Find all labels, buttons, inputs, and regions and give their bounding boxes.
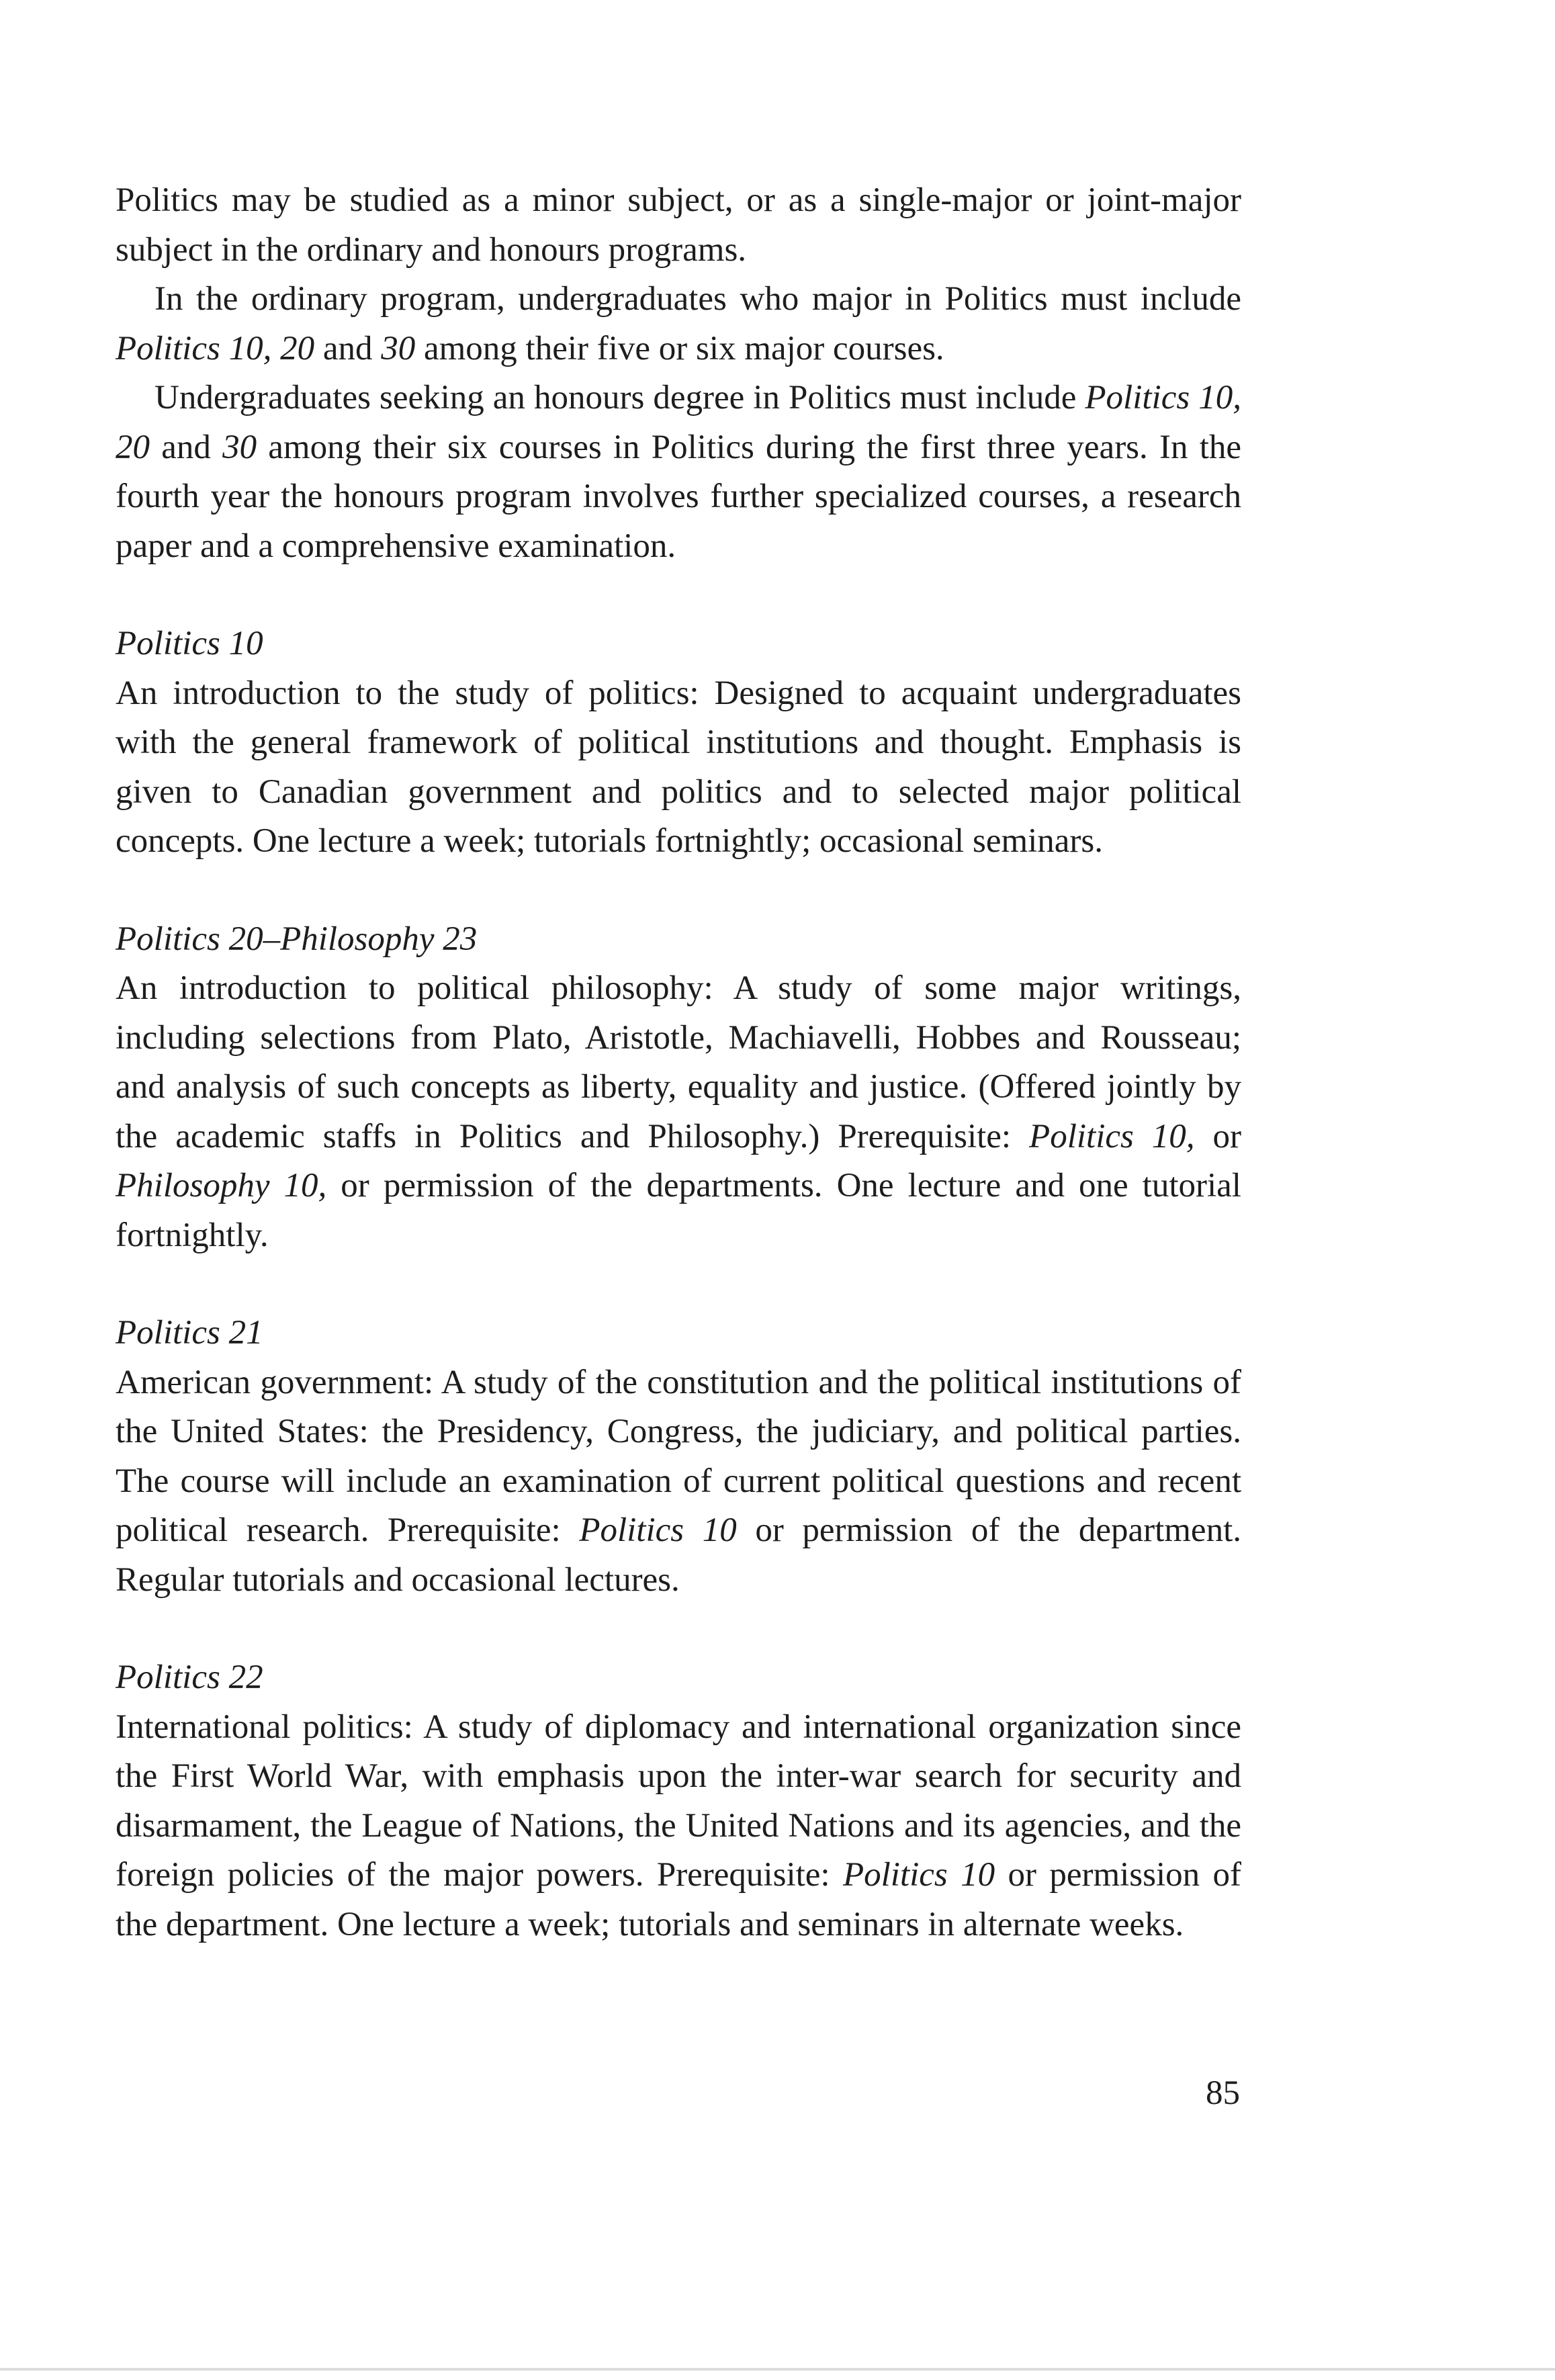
course-politics-10 — [116, 619, 1241, 867]
course-description-after: or permission of the department. Regular tutorials and occasional lectures. — [116, 1511, 1241, 1599]
course-prerequisite-philosophy: Philosophy 10, — [116, 1167, 327, 1204]
course-title: Politics 22 — [116, 1659, 263, 1696]
course-description-before: International politics: A study of diplomacy and international organization since the First World War, with emphasis upon the inter-war search for security and disarmament, the League of Nations, the United Nations and its agencies, and the foreign policies of the major powers. Prerequisite: — [116, 1708, 1241, 1894]
course-title: Politics 21 — [116, 1314, 263, 1352]
course-description-after: or permission of the departments. One lecture and one tutorial fortnightly. — [116, 1167, 1241, 1254]
intro-paragraph-1-text: Politics may be studied as a minor subject, or as a single-major or joint-major subject in the ordinary and honours programs. — [116, 181, 1241, 269]
course-description-before: American government: A study of the constitution and the political institutions of the United States: the Presidency, Congress, the judiciary, and political parties. The course will include an examination of current political questions and recent political research. Prerequisite: — [116, 1363, 1241, 1549]
course-description: An introduction to the study of politics: Designed to acquaint undergraduates with the general framework of political institutions and thought. Emphasis is given to Canadian government and politics and to selected major political concepts. One lecture a week; tutorials fortnightly; occasional seminars. — [116, 674, 1241, 860]
course-title: Politics 10 — [116, 625, 263, 662]
course-politics-21 — [116, 1309, 1241, 1605]
intro-paragraph-3-course30: 30 — [222, 428, 257, 466]
intro-paragraph-2-after: among their five or six major courses. — [415, 329, 944, 367]
course-description — [116, 1703, 1241, 1950]
course-politics-20-philosophy-23 — [116, 915, 1241, 1261]
page-body — [116, 176, 1241, 1949]
course-title: Politics 20–Philosophy 23 — [116, 920, 478, 958]
course-description-or: or — [1194, 1117, 1241, 1155]
intro-paragraph-1 — [116, 176, 1241, 275]
intro-paragraph-3-before: Undergraduates seeking an honours degree in Politics must include — [154, 379, 1085, 416]
intro-paragraph-3-and: and — [150, 428, 223, 466]
intro-paragraph-2-before: In the ordinary program, undergraduates who major in Politics must include — [154, 280, 1241, 318]
course-prerequisite: Politics 10 — [842, 1856, 995, 1894]
intro-paragraph-2-and: and — [314, 329, 382, 367]
course-description-before: An introduction to political philosophy: A study of some major writings, including selections from Plato, Aristotle, Machiavelli, Hobbes and Rousseau; and analysis of such concepts as liberty, equality and justice. (Offered jointly by the academic staffs in Politics and Philosophy.) Prerequisite: — [116, 969, 1241, 1155]
intro-paragraph-2-courses: Politics 10, 20 — [116, 329, 315, 367]
intro-paragraph-2-course30: 30 — [381, 329, 416, 367]
intro-paragraph-3 — [116, 373, 1241, 571]
course-description — [116, 1358, 1241, 1605]
intro-paragraph-2 — [116, 275, 1241, 373]
course-description-after: or permission of the department. One lecture a week; tutorials and seminars in alternate weeks. — [116, 1856, 1241, 1943]
course-prerequisite-politics: Politics 10, — [1029, 1117, 1195, 1155]
page-number: 85 — [1206, 2074, 1240, 2112]
intro-paragraph-3-after: among their six courses in Politics during the first three years. In the fourth year the honours program involves further specialized courses, a research paper and a comprehensive examination. — [116, 428, 1241, 565]
course-politics-22 — [116, 1653, 1241, 1949]
scan-edge-line — [0, 2368, 1555, 2371]
course-prerequisite: Politics 10 — [579, 1511, 737, 1549]
course-description — [116, 964, 1241, 1260]
intro-paragraph-3-courses: Politics 10, 20 — [116, 379, 1241, 466]
